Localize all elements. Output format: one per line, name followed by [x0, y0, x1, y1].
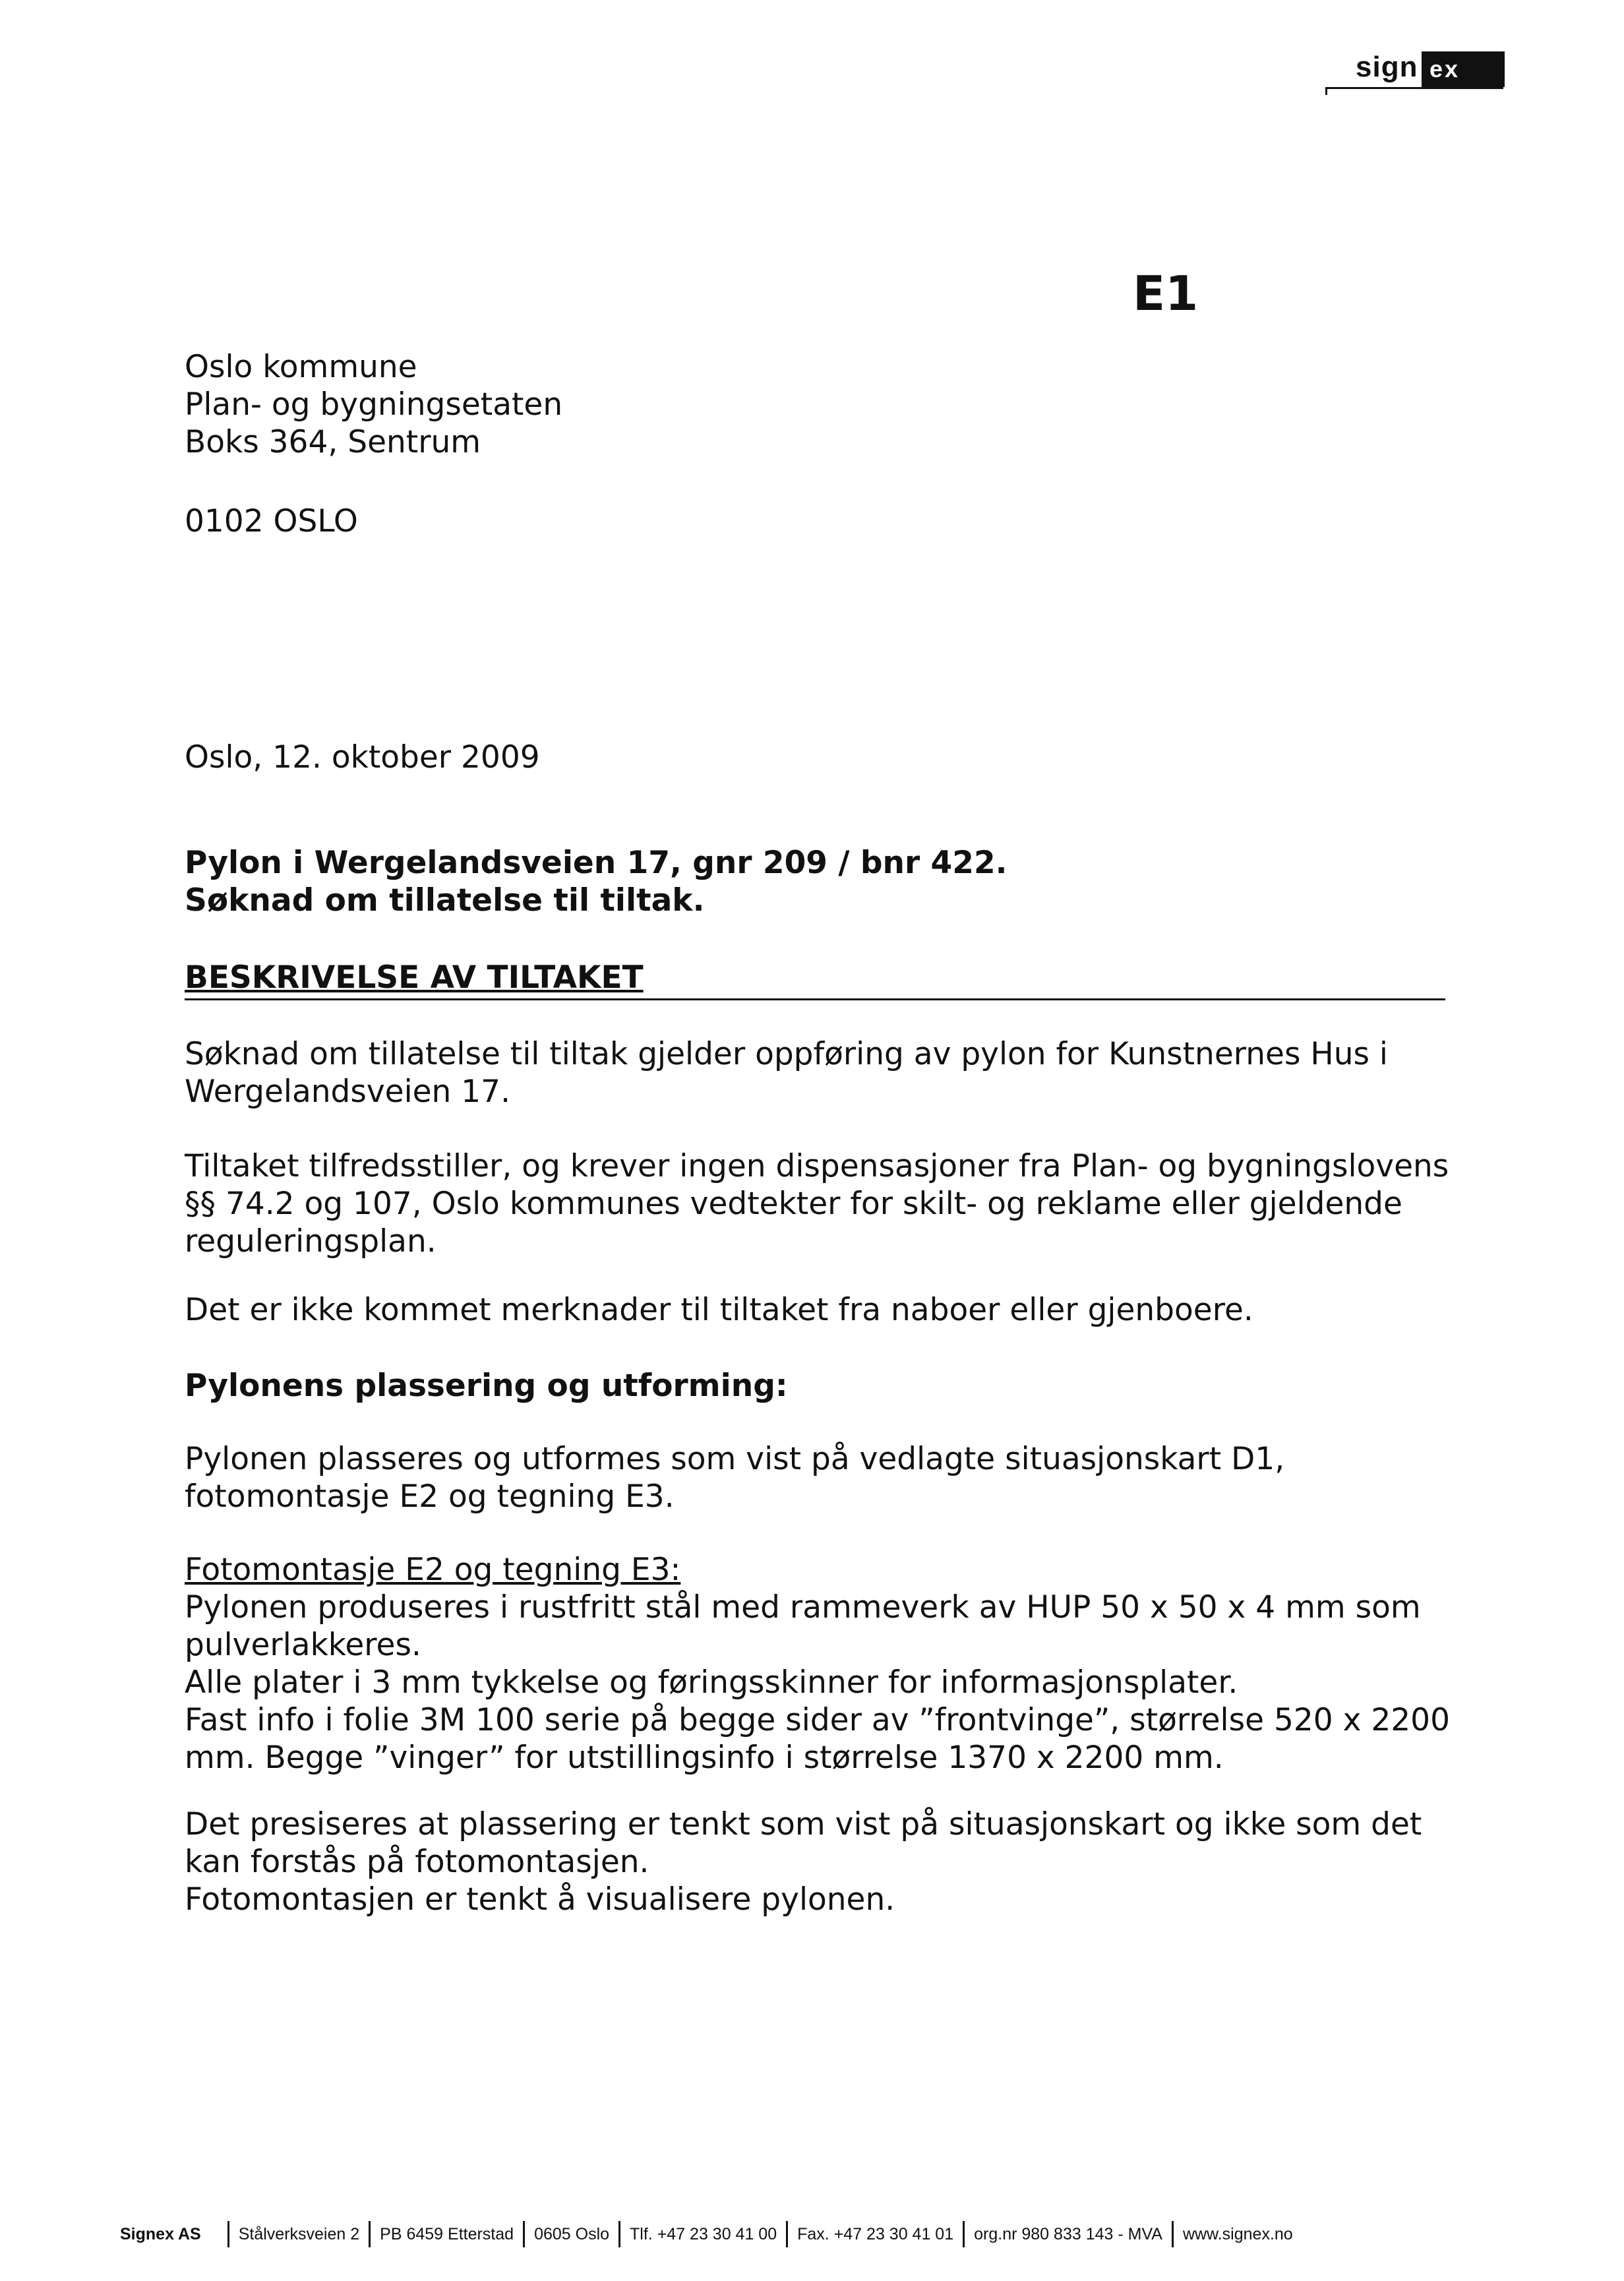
section-title: BESKRIVELSE AV TILTAKET	[185, 959, 644, 996]
paragraph-photomontage	[185, 1551, 1464, 1777]
paragraph-line: Pylonen produseres i rustfritt stål med rammeverk av HUP 50 x 50 x 4 mm som	[185, 1589, 1421, 1626]
paragraph-line: Det er ikke kommet merknader til tiltaket fra naboer eller gjenboere.	[185, 1292, 1253, 1328]
subject-line: Søknad om tillatelse til tiltak.	[185, 882, 705, 919]
paragraph-line: Fotomontasjen er tenkt å visualisere pylonen.	[185, 1881, 895, 1918]
paragraph-line: pulverlakkeres.	[185, 1627, 421, 1663]
paragraph-line: Det presiseres at plassering er tenkt som vist på situasjonskart og ikke som det	[185, 1806, 1422, 1842]
letter-subject	[185, 844, 1007, 919]
document-mark: E1	[1133, 266, 1199, 321]
footer-fax: Fax. +47 23 30 41 01	[797, 2224, 954, 2243]
footer-separator	[786, 2221, 788, 2247]
footer-address: Stålverksveien 2	[238, 2224, 360, 2243]
footer-separator	[1172, 2221, 1174, 2247]
footer-po-box: PB 6459 Etterstad	[380, 2224, 514, 2243]
footer-separator	[227, 2221, 229, 2247]
logo-underline	[1325, 87, 1503, 89]
paragraph-line: Søknad om tillatelse til tiltak gjelder oppføring av pylon for Kunstnernes Hus i	[185, 1036, 1388, 1072]
footer-website: www.signex.no	[1182, 2224, 1293, 2243]
paragraph-line: Wergelandsveien 17.	[185, 1074, 511, 1110]
section-rule	[185, 998, 1445, 1000]
paragraph-neighbours	[185, 1291, 1464, 1329]
footer-separator	[618, 2221, 620, 2247]
recipient-address	[185, 348, 562, 461]
recipient-line: Boks 364, Sentrum	[185, 424, 481, 460]
paragraph-line: Fast info i folie 3M 100 serie på begge sider av ”frontvinge”, størrelse 520 x 2200	[185, 1702, 1450, 1738]
letter-footer	[120, 2221, 1293, 2247]
logo-text-ex: ex	[1422, 51, 1505, 87]
paragraph-line: Tiltaket tilfredsstiller, og krever ingen dispensasjoner fra Plan- og bygningslovens	[185, 1148, 1449, 1184]
footer-separator	[963, 2221, 965, 2247]
paragraph-line: Alle plater i 3 mm tykkelse og føringsskinner for informasjonsplater.	[185, 1664, 1238, 1701]
footer-org-number: org.nr 980 833 143 - MVA	[974, 2224, 1162, 2243]
subheading-placement: Pylonens plassering og utforming:	[185, 1368, 788, 1404]
recipient-line: Oslo kommune	[185, 349, 417, 385]
footer-phone: Tlf. +47 23 30 41 00	[630, 2224, 777, 2243]
paragraph-line: §§ 74.2 og 107, Oslo kommunes vedtekter for skilt- og reklame eller gjeldende	[185, 1186, 1402, 1222]
paragraph-line: fotomontasje E2 og tegning E3.	[185, 1478, 675, 1515]
paragraph-placement	[185, 1440, 1464, 1515]
paragraph-closing	[185, 1806, 1464, 1918]
footer-company: Signex AS	[120, 2224, 201, 2243]
logo-text-sign: sign	[1356, 51, 1418, 83]
letter-date: Oslo, 12. oktober 2009	[185, 739, 540, 776]
paragraph-line: Pylonen plasseres og utformes som vist på vedlagte situasjonskart D1,	[185, 1441, 1285, 1477]
footer-separator	[369, 2221, 371, 2247]
paragraph-description	[185, 1035, 1464, 1110]
recipient-postcode: 0102 OSLO	[185, 503, 358, 539]
paragraph-compliance	[185, 1147, 1464, 1260]
paragraph-line: reguleringsplan.	[185, 1223, 436, 1260]
paragraph-line: mm. Begge ”vinger” for utstillingsinfo i størrelse 1370 x 2200 mm.	[185, 1740, 1224, 1776]
logo-tick	[1325, 87, 1327, 95]
paragraph-line: kan forstås på fotomontasjen.	[185, 1844, 649, 1880]
footer-separator	[523, 2221, 525, 2247]
recipient-line: Plan- og bygningsetaten	[185, 386, 563, 423]
footer-postcode: 0605 Oslo	[534, 2224, 610, 2243]
subject-line: Pylon i Wergelandsveien 17, gnr 209 / bnr 422.	[185, 845, 1007, 881]
photomontage-heading: Fotomontasje E2 og tegning E3:	[185, 1552, 681, 1588]
signex-logo	[1325, 49, 1511, 92]
